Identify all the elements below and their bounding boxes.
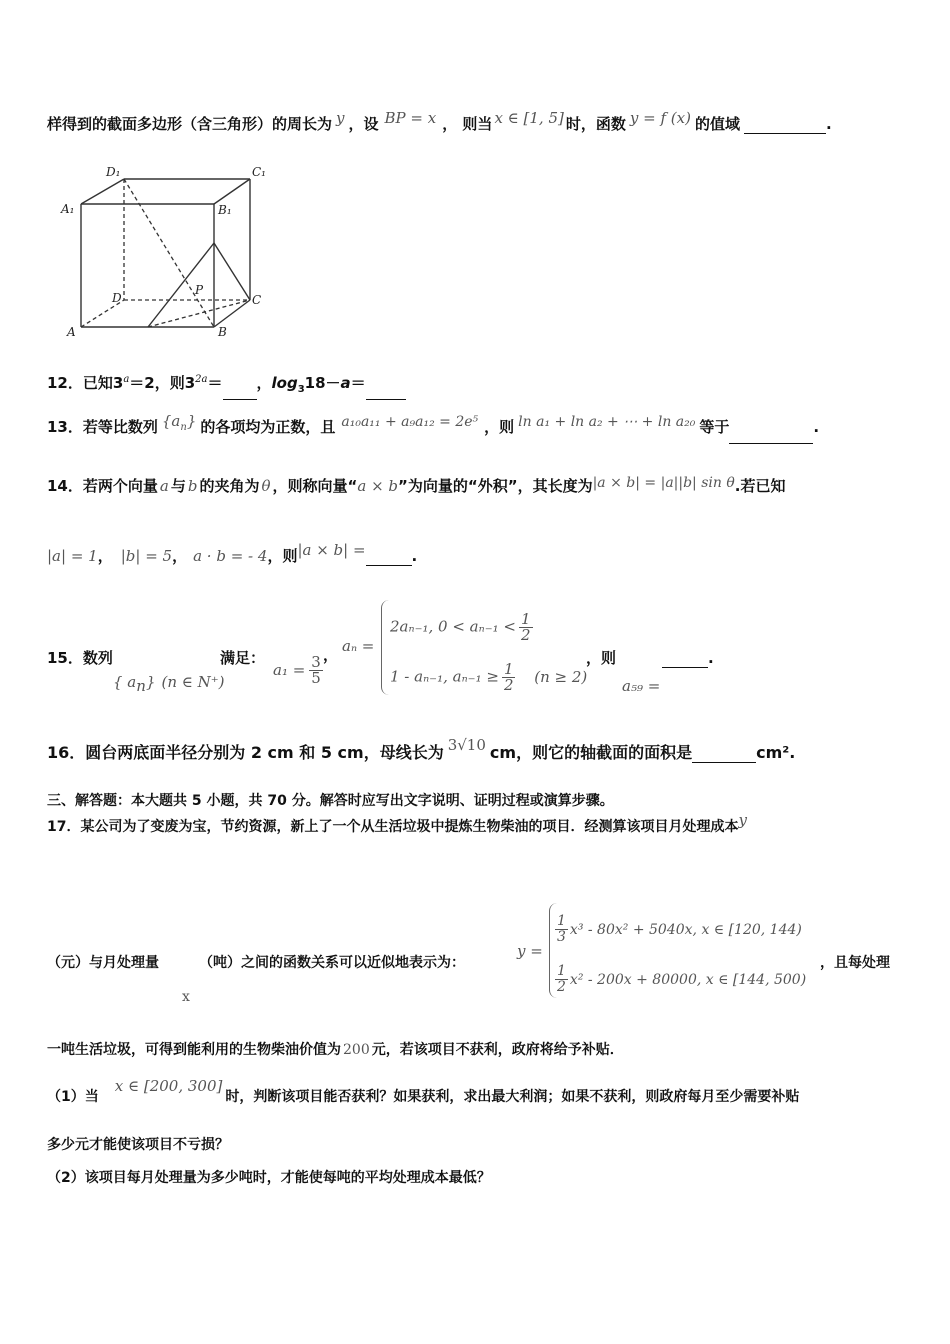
vec-a: a <box>159 477 169 495</box>
q13-condition: a₁₀a₁₁ + a₉a₁₂ = 2e⁵ <box>341 414 479 430</box>
q17-part1 <box>47 1077 800 1107</box>
frac-den: 2 <box>503 676 514 694</box>
question-12 <box>47 370 406 400</box>
q17-part1-cont: 多少元才能使该项目不亏损？ <box>47 1137 229 1153</box>
q12-text: ＝ <box>350 374 366 392</box>
cross-length-formula: |a × b| = |a||b| sin θ <box>592 475 735 491</box>
q12-var-a: a <box>340 374 351 392</box>
period: . <box>825 115 832 133</box>
intro-text: 的值域 <box>694 115 740 133</box>
q15-comma: ， <box>323 646 339 664</box>
angle-theta: θ <box>261 477 271 495</box>
q14-text: 14．若两个向量 <box>47 477 158 495</box>
section-3-heading: 三、解答题：本大题共 5 小题，共 70 分。解答时应写出文字说明、证明过程或演算步骤。 <box>47 793 614 809</box>
q17-text: 时，判断该项目能否获利？如果获利，求出最大利润；如果不获利，则政府每月至少需要补贴 <box>225 1089 800 1105</box>
var-x: x <box>182 989 190 1005</box>
q15-n-cond: (n ∈ N⁺) <box>161 673 225 691</box>
q12-text: 18－ <box>304 374 341 392</box>
intro-line <box>47 109 832 134</box>
label-C: C <box>252 293 262 307</box>
frac-den: 3 <box>557 929 566 945</box>
label-A1: A₁ <box>61 202 75 216</box>
answer-blank <box>223 383 257 400</box>
q14-text: ， <box>97 547 113 565</box>
frac-den: 2 <box>557 979 566 995</box>
q17-part2: （2）该项目每月处理量为多少吨时，才能使每吨的平均处理成本最低？ <box>47 1170 491 1186</box>
q12-sup: 2a <box>195 374 208 385</box>
q17-text: 一吨生活垃圾，可得到能利用的生物柴油价值为 <box>47 1042 341 1058</box>
answer-blank <box>729 427 813 444</box>
q15-n-ge-2: (n ≥ 2) <box>534 667 588 686</box>
q12-text: ， <box>256 374 272 392</box>
label-P: P <box>195 283 204 297</box>
q12-text: ＝2，则 <box>129 374 185 392</box>
vec-b: b <box>187 477 198 495</box>
cube-figure <box>58 160 278 345</box>
label-D1: D₁ <box>106 165 121 179</box>
label-C1: C₁ <box>252 165 266 179</box>
q15-seq <box>113 672 225 696</box>
q13-text: 的各项均为正数，且 <box>200 418 336 436</box>
q13-text: ，则 <box>484 418 515 436</box>
q15-ask: a₅₉ = <box>622 677 661 695</box>
q14-text: ，则称向量“ <box>272 477 358 495</box>
given-norm-b: |b| = 5 <box>120 547 173 565</box>
q17-text: （1）当 <box>47 1089 99 1105</box>
var-y: y <box>336 109 345 127</box>
q15-seq-sub: n <box>136 677 146 695</box>
fraction-1-3 <box>555 914 568 945</box>
x-domain: x ∈ [1, 5] <box>494 109 564 127</box>
q12-text: 12．已知 <box>47 374 113 392</box>
given-norm-a: |a| = 1 <box>47 547 98 565</box>
q13-seq-end: } <box>186 412 197 430</box>
q13-seq <box>161 412 197 433</box>
question-14-given <box>47 541 418 566</box>
question-14 <box>47 476 785 497</box>
q15-a1-label: a₁ = <box>273 661 306 679</box>
question-16 <box>47 736 796 763</box>
q17-line2-a: （元）与月处理量 <box>47 955 159 971</box>
bp-eq: BP = x <box>384 109 437 127</box>
period: . <box>411 547 418 565</box>
question-17 <box>47 811 747 837</box>
answer-blank <box>366 383 406 400</box>
q13-text: 等于 <box>699 418 730 436</box>
q15-seq-end: } <box>145 673 156 691</box>
answer-blank <box>366 549 412 566</box>
answer-blank <box>662 651 708 668</box>
q15-case1-text: 2aₙ₋₁, 0 < aₙ₋₁ < <box>390 617 516 636</box>
q13-seq-sub: n <box>180 422 187 433</box>
answer-blank <box>744 117 826 134</box>
label-B: B <box>218 325 227 339</box>
fraction-3-5 <box>309 655 323 686</box>
q15-case2 <box>390 662 587 693</box>
frac-den: 2 <box>520 626 531 644</box>
q16-text: cm，则它的轴截面的面积是 <box>489 743 693 762</box>
q16-text: 16．圆台两底面半径分别为 2 cm 和 5 cm，母线长为 <box>47 743 444 762</box>
question-13 <box>47 412 820 444</box>
frac-num: 1 <box>557 963 566 979</box>
cross-product: a × b <box>357 477 399 495</box>
q12-logsub: 3 <box>297 384 305 395</box>
q16-length: 3√10 <box>447 736 486 754</box>
q14-text: ”为向量的“外积”，其长度为 <box>398 477 593 495</box>
q15-seq-a: { a <box>113 673 137 691</box>
period: . <box>813 418 820 436</box>
answer-blank <box>692 746 756 763</box>
q12-sup: a <box>123 374 130 385</box>
q15-case2-text: 1 - aₙ₋₁, aₙ₋₁ ≥ <box>390 667 499 686</box>
ask-cross-norm: |a × b| = <box>297 541 366 559</box>
label-A: A <box>67 325 76 339</box>
frac-num: 1 <box>503 660 514 678</box>
frac-num: 1 <box>520 610 531 628</box>
q15-text2: ，则 <box>586 649 617 667</box>
q14-text: ， <box>172 547 188 565</box>
q17-text: 17．某公司为了变废为宝，节约资源，新上了一个从生活垃圾中提炼生物柴油的项目．经测算该项目月处理成本 <box>47 819 739 835</box>
frac-num: 1 <box>557 913 566 929</box>
q12-text: 3 <box>112 374 124 392</box>
q17-case2 <box>555 964 806 995</box>
q15-blank <box>662 648 714 668</box>
q17-case2-text: x² - 200x + 80000, x ∈ [144, 500) <box>569 971 807 988</box>
q17-line2-c: ，且每处理 <box>820 955 890 971</box>
q17-line2-b: （吨）之间的函数关系可以近似地表示为： <box>199 955 465 971</box>
q15-text: 满足： <box>220 649 266 667</box>
q13-seq-a: {a <box>161 412 181 430</box>
q13-sum: ln a₁ + ln a₂ + ⋯ + ln a₂₀ <box>518 414 696 430</box>
q17-case1 <box>555 914 802 945</box>
func-eq: y = f (x) <box>629 109 691 127</box>
q12-text: 3 <box>184 374 196 392</box>
intro-text: ， 则当 <box>442 115 493 133</box>
intro-text: ，设 <box>348 115 379 133</box>
q14-text: 与 <box>170 477 186 495</box>
var-y: y <box>738 811 747 829</box>
frac-den: 5 <box>311 669 321 687</box>
q13-text: 13．若等比数列 <box>47 418 158 436</box>
q14-text: ，则 <box>267 547 298 565</box>
intro-text: 时，函数 <box>565 115 626 133</box>
fraction-1-2 <box>502 662 516 693</box>
period: . <box>708 649 714 667</box>
q15-case1 <box>390 612 533 643</box>
q15-brace <box>381 600 390 695</box>
q17-range: x ∈ [200, 300] <box>114 1077 223 1095</box>
intro-text: 样得到的截面多边形（含三角形）的周长为 <box>47 115 333 133</box>
q17-case1-text: x³ - 80x² + 5040x, x ∈ [120, 144) <box>569 921 802 938</box>
q17-y-label: y = <box>517 942 543 960</box>
question-15-label: 15．数列 <box>47 649 113 667</box>
q12-text: ＝ <box>207 374 223 392</box>
q17-line3 <box>47 1040 624 1060</box>
label-B1: B₁ <box>218 203 232 217</box>
q17-value: 200 <box>343 1042 370 1058</box>
label-D: D <box>112 291 122 305</box>
q14-text: 的夹角为 <box>199 477 260 495</box>
fraction-1-2 <box>519 612 533 643</box>
q17-text: 元，若该项目不获利，政府将给予补贴． <box>371 1042 624 1058</box>
q15-an-label: aₙ = <box>342 637 375 655</box>
q14-text: .若已知 <box>734 477 786 495</box>
q12-log: log <box>271 374 298 392</box>
q16-text: cm². <box>756 743 796 762</box>
given-dot: a · b = - 4 <box>193 547 268 565</box>
fraction-1-2 <box>555 964 568 995</box>
frac-num: 3 <box>311 653 321 671</box>
q15-a1 <box>273 655 323 686</box>
